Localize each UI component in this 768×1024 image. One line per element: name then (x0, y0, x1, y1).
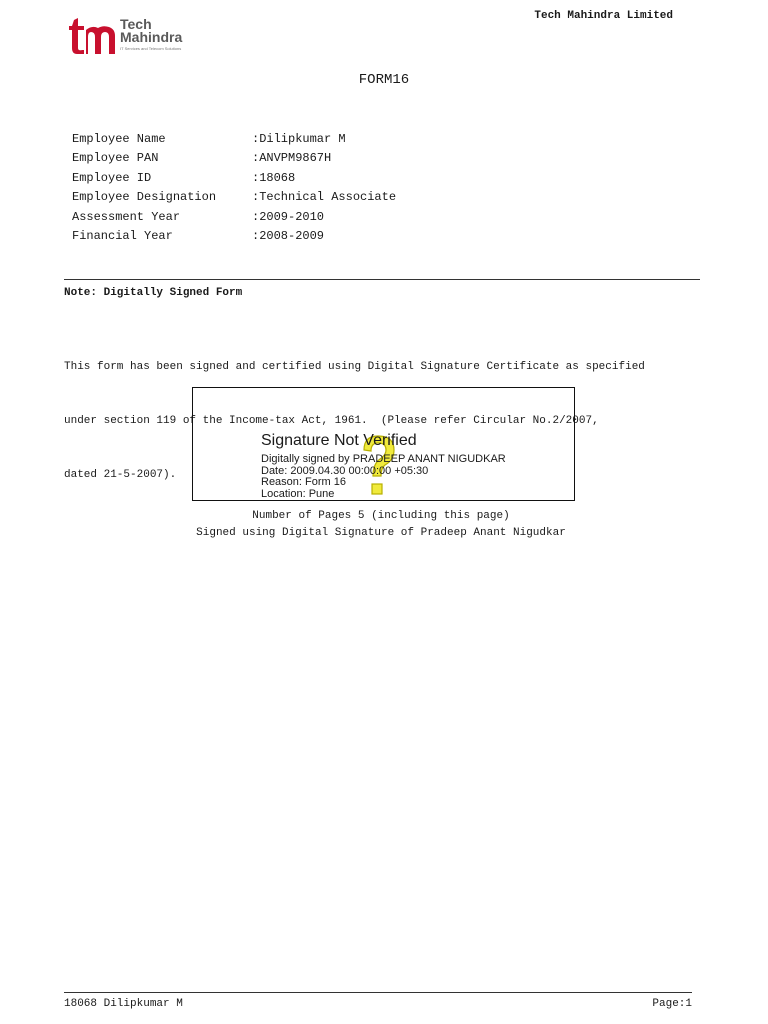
company-logo (68, 12, 208, 56)
logo-wordmark (120, 18, 182, 44)
employee-id-label: Employee ID (72, 170, 152, 185)
logo-brand-line1: Tech (120, 16, 152, 32)
employee-name-value: :Dilipkumar M (252, 132, 346, 146)
employee-name-label: Employee Name (72, 132, 166, 146)
financial-year-value: :2008-2009 (252, 228, 325, 243)
note-line: dated 21-5-2007). (64, 469, 177, 481)
detail-row (72, 188, 396, 207)
form-title: FORM16 (358, 72, 410, 88)
footer-employee: 18068 Dilipkumar M (64, 998, 183, 1010)
signature-details (261, 454, 506, 500)
employee-designation-label: Employee Designation (72, 190, 217, 205)
detail-row (72, 130, 396, 149)
note-heading: Note: Digitally Signed Form (64, 287, 243, 299)
employee-designation-value: :Technical Associate (252, 190, 397, 205)
detail-row (72, 149, 396, 168)
signature-reason: Reason: Form 16 (261, 476, 346, 488)
detail-row (72, 208, 396, 227)
logo-tagline: IT Services and Telecom Solutions (120, 46, 182, 51)
assessment-year-label: Assessment Year (72, 209, 181, 224)
employee-details (72, 130, 396, 246)
logo-brand-line2: Mahindra (120, 29, 183, 45)
note-line: This form has been signed and certified using Digital Signature Certificate as specified (64, 361, 645, 373)
employee-id-value: :18068 (252, 170, 296, 185)
signature-date: Date: 2009.04.30 00:00:00 +05:30 (261, 464, 429, 477)
tech-mahindra-logo-mark-icon (68, 14, 118, 54)
section-divider (64, 279, 700, 280)
signature-location: Location: Pune (261, 487, 335, 500)
signature-status: Signature Not Verified (261, 432, 417, 449)
footer-divider (64, 992, 692, 993)
assessment-year-value: :2009-2010 (252, 209, 325, 224)
signed-by-info: Signed using Digital Signature of Pradeep Anant Nigudkar (196, 527, 566, 539)
detail-row (72, 169, 396, 188)
signature-signed-by: Digitally signed by PRADEEP ANANT NIGUDKAR (261, 453, 506, 465)
employee-pan-value: :ANVPM9867H (252, 151, 332, 166)
company-name: Tech Mahindra Limited (534, 10, 673, 22)
employee-pan-label: Employee PAN (72, 151, 159, 166)
pages-info: Number of Pages 5 (including this page) (252, 510, 510, 522)
note-line: under section 119 of the Income-tax Act, 1961. (Please refer Circular No.2/2007, (64, 415, 599, 427)
financial-year-label: Financial Year (72, 228, 173, 243)
detail-row (72, 227, 396, 246)
footer-page-number: Page:1 (652, 998, 692, 1010)
